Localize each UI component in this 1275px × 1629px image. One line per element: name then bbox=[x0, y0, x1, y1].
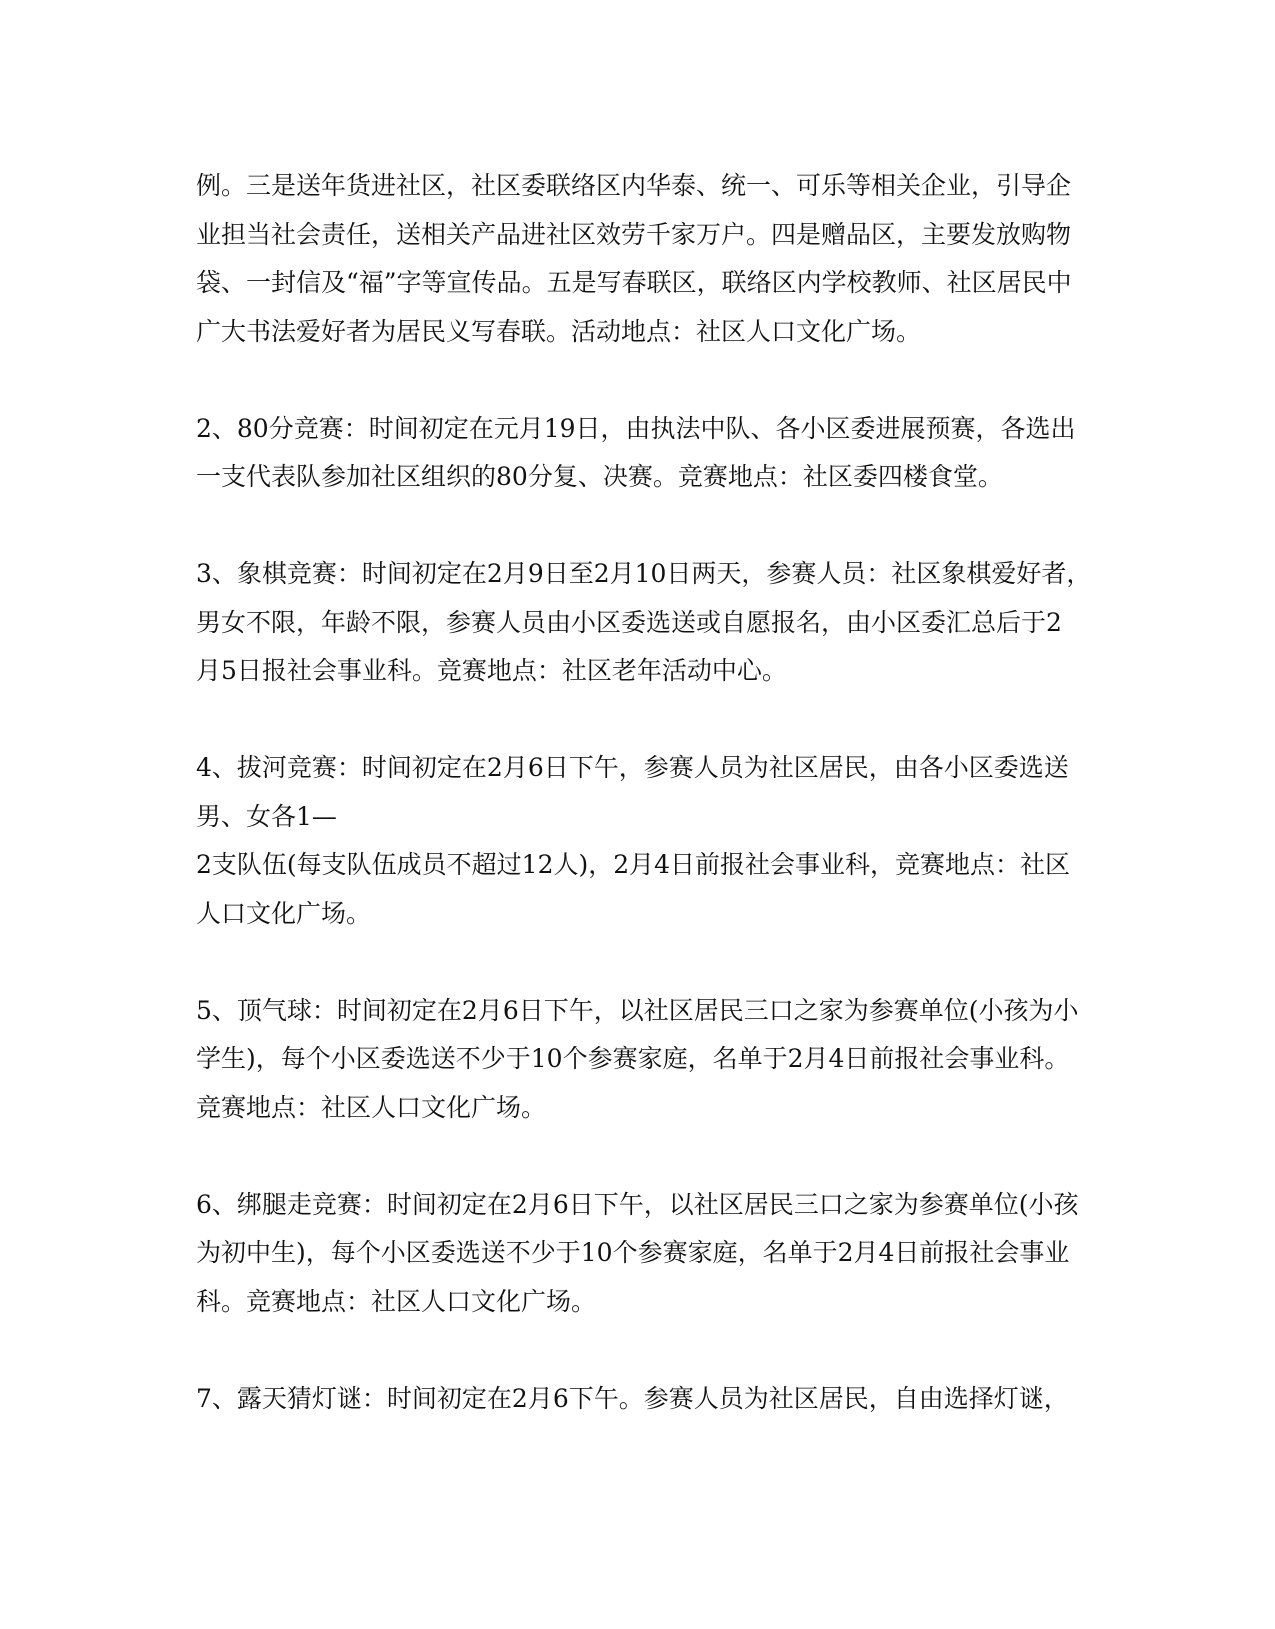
text-line: 袋、一封信及“福”字等宣传品。五是写春联区，联络区内学校教师、社区居民中 bbox=[196, 268, 1072, 297]
text-line: 男、女各1— bbox=[196, 801, 337, 831]
paragraph-item-5-balloon bbox=[196, 987, 1079, 1133]
text-line: 科。竞赛地点：社区人口文化广场。 bbox=[196, 1286, 597, 1316]
paragraph-item-4-tug-of-war bbox=[196, 744, 1076, 938]
text-line: 广大书法爱好者为居民义写春联。活动地点：社区人口文化广场。 bbox=[196, 316, 922, 346]
text-line: 例。三是送年货进社区，社区委联络区内华泰、统一、可乐等相关企业，引导企 bbox=[196, 171, 1072, 200]
text-line: 为初中生)，每个小区委选送不少于10个参赛家庭，名单于2月4日前报社会事业 bbox=[196, 1238, 1070, 1267]
text-line: 2支队伍(每支队伍成员不超过12人)，2月4日前报社会事业科，竞赛地点：社区 bbox=[196, 850, 1071, 879]
text-line: 一支代表队参加社区组织的80分复、决赛。竞赛地点：社区委四楼食堂。 bbox=[196, 462, 1003, 491]
text-line: 竞赛地点：社区人口文化广场。 bbox=[196, 1092, 547, 1122]
paragraph-item-6-three-legged-race bbox=[196, 1181, 1079, 1327]
paragraph-item-7-lantern-riddles bbox=[196, 1375, 1076, 1424]
text-line: 6、绑腿走竞赛：时间初定在2月6日下午，以社区居民三口之家为参赛单位(小孩 bbox=[196, 1189, 1079, 1219]
text-line: 3、象棋竞赛：时间初定在2月9日至2月10日两天，参赛人员：社区象棋爱好者， bbox=[196, 559, 1092, 588]
text-line: 人口文化广场。 bbox=[196, 898, 372, 928]
text-line: 4、拔河竞赛：时间初定在2月6日下午，参赛人员为社区居民，由各小区委选送 bbox=[196, 753, 1069, 782]
paragraph-item-2-card-game bbox=[196, 405, 1076, 502]
paragraph-item-3-chess bbox=[196, 550, 1092, 696]
document-body bbox=[196, 162, 1092, 1472]
paragraph-activities-continued bbox=[196, 162, 1076, 356]
text-line: 2、80分竞赛：时间初定在元月19日，由执法中队、各小区委进展预赛，各选出 bbox=[196, 413, 1076, 443]
text-line: 7、露天猜灯谜：时间初定在2月6下午。参赛人员为社区居民，自由选择灯谜， bbox=[196, 1383, 1069, 1413]
text-line: 5、顶气球：时间初定在2月6日下午，以社区居民三口之家为参赛单位(小孩为小 bbox=[196, 995, 1079, 1025]
text-line: 学生)，每个小区委选送不少于10个参赛家庭，名单于2月4日前报社会事业科。 bbox=[196, 1044, 1070, 1073]
text-line: 业担当社会责任，送相关产品进社区效劳千家万户。四是赠品区，主要发放购物 bbox=[196, 219, 1072, 249]
text-line: 男女不限，年龄不限，参赛人员由小区委选送或自愿报名，由小区委汇总后于2 bbox=[196, 607, 1062, 637]
text-line: 月5日报社会事业科。竞赛地点：社区老年活动中心。 bbox=[196, 656, 787, 685]
